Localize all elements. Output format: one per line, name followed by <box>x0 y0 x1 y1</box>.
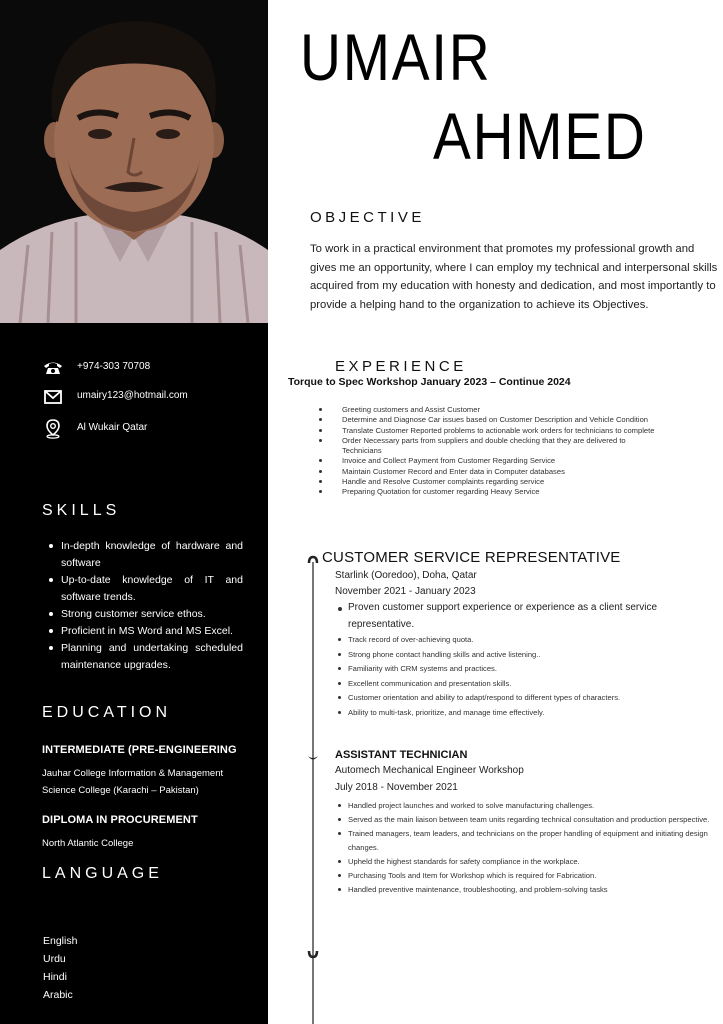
list-item: Upheld the highest standards for safety compliance in the workplace. <box>336 855 712 869</box>
list-item: Ability to multi-task, prioritize, and manage time effectively. <box>336 706 706 721</box>
skills-heading: SKILLS <box>42 502 121 519</box>
timeline-marker <box>306 945 320 959</box>
phone-icon <box>42 359 64 377</box>
list-item: Planning and undertaking scheduled maintenance upgrades. <box>47 640 243 674</box>
sidebar <box>0 0 268 1024</box>
list-item: Translate Customer Reported problems to actionable work orders for technicians to complete <box>318 426 658 436</box>
list-item: Trained managers, team leaders, and technicians on the proper handling of equipment and initiating design changes. <box>336 827 712 855</box>
list-item: Strong customer service ethos. <box>47 606 243 623</box>
education-line: Jauhar College Information & Management <box>42 768 224 779</box>
list-item: Familiarity with CRM systems and practices. <box>336 662 706 677</box>
job1-duties <box>318 405 658 498</box>
job3-duties <box>336 799 712 897</box>
list-item: Proficient in MS Word and MS Excel. <box>47 623 243 640</box>
job-heading: Torque to Spec Workshop January 2023 – Continue 2024 <box>288 376 571 388</box>
job2-company: Starlink (Ooredoo), Doha, Qatar <box>335 570 477 581</box>
list-item: Hindi <box>43 971 67 983</box>
list-item: Order Necessary parts from suppliers and double checking that they are delivered to Technicians <box>318 436 658 457</box>
contact-address <box>42 420 147 438</box>
education-line: North Atlantic College <box>42 838 134 849</box>
contact-email <box>42 388 188 406</box>
list-item: Urdu <box>43 953 66 965</box>
phone-text: +974-303 70708 <box>77 361 151 372</box>
timeline-marker <box>306 555 320 569</box>
timeline-marker <box>306 749 320 763</box>
list-item: English <box>43 935 78 947</box>
list-item: Served as the main liaison between team units regarding technical consultation and production perspective. <box>336 813 712 827</box>
list-item: Strong phone contact handling skills and active listening.. <box>336 648 706 663</box>
language-heading: LANGUAGE <box>42 865 163 882</box>
list-item: Handled project launches and worked to solve manufacturing challenges. <box>336 799 712 813</box>
list-item: Maintain Customer Record and Enter data in Computer databases <box>318 467 658 477</box>
list-item: Determine and Diagnose Car issues based on Customer Description and Vehicle Condition <box>318 415 658 425</box>
language-list <box>43 932 77 1004</box>
education-title: DIPLOMA IN PROCUREMENT <box>42 814 198 826</box>
job3-company: Automech Mechanical Engineer Workshop <box>335 765 524 776</box>
location-icon <box>42 420 64 438</box>
list-item: Purchasing Tools and Item for Workshop which is required for Fabrication. <box>336 869 712 883</box>
name-last: AHMED <box>433 99 647 173</box>
list-item: Handle and Resolve Customer complaints regarding service <box>318 477 658 487</box>
list-item: Handled preventive maintenance, troubleshooting, and problem-solving tasks <box>336 883 712 897</box>
objective-text: To work in a practical environment that promotes my professional growth and gives me an opportunity, where I can employ my technical and interpersonal skills acquired from my education with honesty and dedication, and most importantly to provide a helping hand to the organization to achieve its Objectives. <box>310 243 718 311</box>
experience-heading: EXPERIENCE <box>335 358 467 375</box>
job3-dates: July 2018 - November 2021 <box>335 782 458 793</box>
list-item: Customer orientation and ability to adapt/respond to different types of characters. <box>336 691 706 706</box>
list-item: Preparing Quotation for customer regarding Heavy Service <box>318 487 658 497</box>
job2-dates: November 2021 - January 2023 <box>335 586 476 597</box>
email-text: umairy123@hotmail.com <box>77 390 188 401</box>
objective-heading: OBJECTIVE <box>310 209 425 226</box>
list-item: Proven customer support experience or experience as a client service representative. <box>336 600 706 633</box>
job2-title: CUSTOMER SERVICE REPRESENTATIVE <box>322 549 621 566</box>
email-icon <box>42 388 64 406</box>
education-heading: EDUCATION <box>42 704 172 721</box>
list-item: Excellent communication and presentation skills. <box>336 677 706 692</box>
education-title: INTERMEDIATE (PRE-ENGINEERING <box>42 744 237 756</box>
name-first: UMAIR <box>300 20 492 94</box>
address-text: Al Wukair Qatar <box>77 422 148 433</box>
list-item: Greeting customers and Assist Customer <box>318 405 658 415</box>
profile-photo <box>0 0 268 323</box>
skills-list <box>47 538 243 674</box>
education-line: Science College (Karachi – Pakistan) <box>42 785 199 796</box>
job2-duties <box>336 600 706 720</box>
contact-phone <box>42 359 150 377</box>
list-item: Up-to-date knowledge of IT and software trends. <box>47 572 243 606</box>
list-item: Invoice and Collect Payment from Customer Regarding Service <box>318 456 658 466</box>
list-item: Track record of over-achieving quota. <box>336 633 706 648</box>
list-item: In-depth knowledge of hardware and software <box>47 538 243 572</box>
list-item: Arabic <box>43 989 73 1001</box>
job3-title: ASSISTANT TECHNICIAN <box>335 749 468 761</box>
